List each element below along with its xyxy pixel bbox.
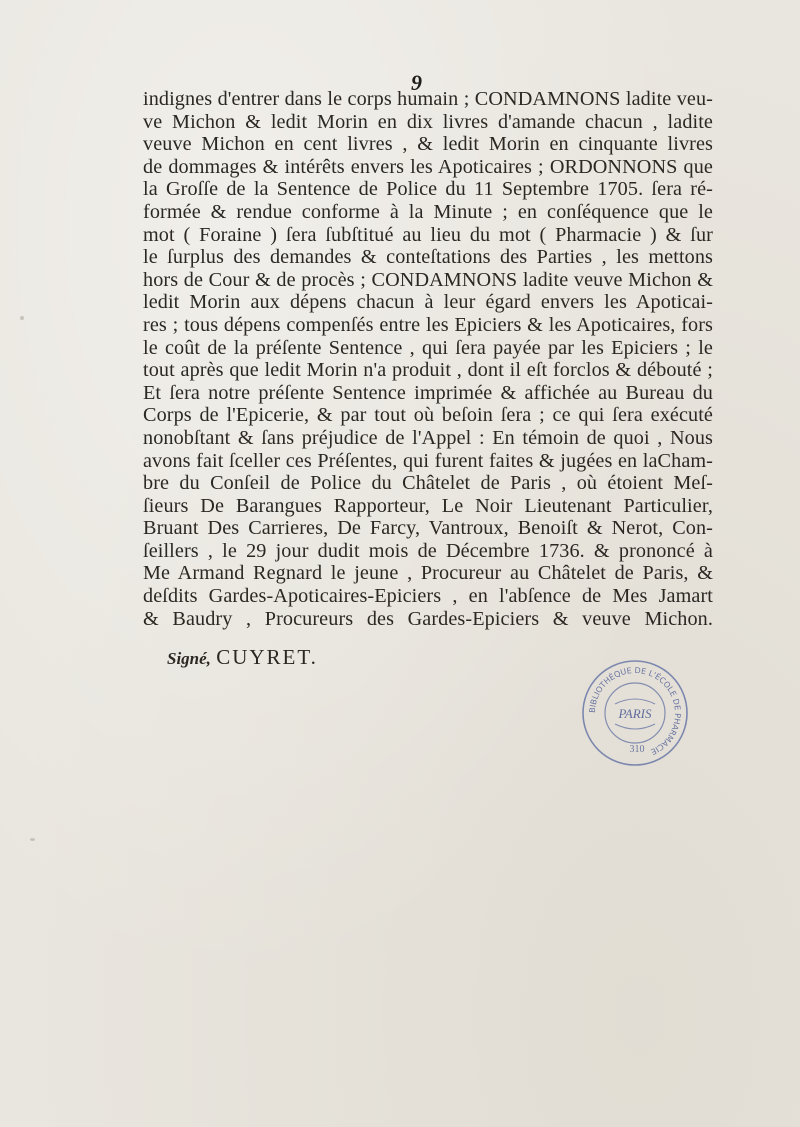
text-line: tout après que ledit Morin n'a produit , dont il eſt forclos & débouté ; bbox=[143, 359, 713, 382]
text-line: bre du Conſeil de Police du Châtelet de Paris , où étoient Meſ- bbox=[143, 472, 713, 495]
text-line: avons fait ſceller ces Préſentes, qui furent faites & jugées en laCham- bbox=[143, 449, 713, 472]
text-line: Bruant Des Carrieres, De Farcy, Vantroux, Benoiſt & Nerot, Con- bbox=[143, 517, 713, 540]
text-line: indignes d'entrer dans le corps humain ; CONDAMNONS ladite veu- bbox=[143, 88, 713, 110]
text-line: ſieurs De Barangues Rapporteur, Le Noir Lieutenant Particulier, bbox=[143, 494, 713, 517]
signature-block bbox=[167, 645, 318, 670]
text-line: hors de Cour & de procès ; CONDAMNONS ladite veuve Michon & bbox=[143, 268, 713, 291]
text-line: veuve Michon en cent livres , & ledit Morin en cinquante livres bbox=[143, 133, 713, 156]
paper-speck bbox=[30, 838, 35, 841]
text-line: Me Armand Regnard le jeune , Procureur au Châtelet de Paris, & bbox=[143, 562, 713, 585]
stamp-center-text: PARIS bbox=[618, 706, 652, 721]
paper-speck bbox=[20, 316, 24, 320]
text-line: le coût de la préſente Sentence , qui ſera payée par les Epiciers ; le bbox=[143, 336, 713, 359]
text-line: ve Michon & ledit Morin en dix livres d'amande chacun , ladite bbox=[143, 110, 713, 133]
text-line: le ſurplus des demandes & conteſtations des Parties , les mettons bbox=[143, 246, 713, 269]
stamp-number: 310 bbox=[629, 744, 645, 755]
text-line: Corps de l'Epicerie, & par tout où beſoin ſera ; ce qui ſera exécuté bbox=[143, 404, 713, 427]
decree-text bbox=[143, 88, 713, 630]
stamp-ring-text: BIBLIOTHÈQUE DE L'ÉCOLE DE PHARMACIE bbox=[587, 665, 683, 757]
library-stamp bbox=[580, 658, 690, 768]
page-number: 9 bbox=[411, 70, 422, 95]
text-line: res ; tous dépens compenſés entre les Epiciers & les Apoticaires, fors bbox=[143, 313, 713, 336]
text-line: nonobſtant & ſans préjudice de l'Appel : En témoin de quoi , Nous bbox=[143, 426, 713, 449]
text-line: formée & rendue conforme à la Minute ; en conſéquence que le bbox=[143, 200, 713, 223]
text-line: Et ſera notre préſente Sentence imprimée & affichée au Bureau du bbox=[143, 381, 713, 404]
signature-name: CUYRET. bbox=[216, 645, 318, 669]
text-line: ledit Morin aux dépens chacun à leur égard envers les Apoticai- bbox=[143, 291, 713, 314]
text-line: ſeillers , le 29 jour dudit mois de Décembre 1736. & prononcé à bbox=[143, 539, 713, 562]
text-line: deſdits Gardes-Apoticaires-Epiciers , en l'abſence de Mes Jamart bbox=[143, 585, 713, 608]
text-line: & Baudry , Procureurs des Gardes-Epiciers & veuve Michon. bbox=[143, 607, 713, 630]
text-line: mot ( Foraine ) ſera ſubſtitué au lieu du mot ( Pharmacie ) & ſur bbox=[143, 223, 713, 246]
text-line: la Groſſe de la Sentence de Police du 11 Septembre 1705. ſera ré- bbox=[143, 178, 713, 201]
text-line: de dommages & intérêts envers les Apoticaires ; ORDONNONS que bbox=[143, 155, 713, 178]
signature-prefix: Signé, bbox=[167, 649, 211, 668]
